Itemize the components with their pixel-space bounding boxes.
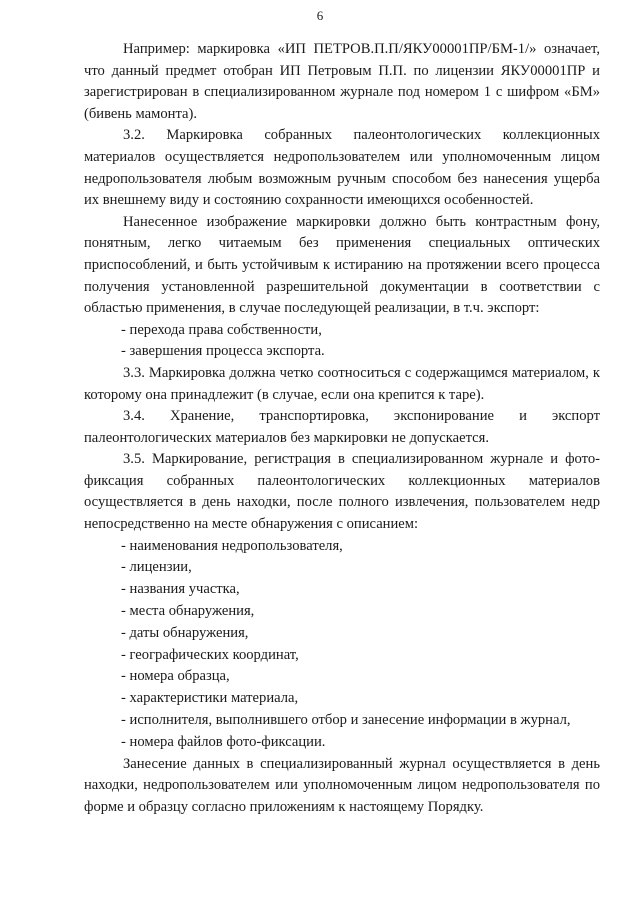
list-item-discovery-date: - даты обнаружения, (121, 624, 249, 641)
list-item-subsoil-user: - наименования недропользователя, (121, 537, 343, 554)
list-item-site-name: - названия участка, (121, 581, 240, 598)
list-item-photo-file-numbers: - номера файлов фото-фиксации. (121, 733, 326, 750)
list-item-export-ownership: - перехода права собственности, (121, 321, 322, 338)
list-item-performer: - исполнителя, выполнившего отбор и занесение информации в журнал, (121, 712, 571, 729)
list-item-license: - лицензии, (121, 559, 192, 576)
list-item-material-characteristics: - характеристики материала, (121, 690, 299, 707)
paragraph-3-3: 3.3. Маркировка должна четко соотноситься с содержащимся материалом, к которому она принадлежит (в случае, если она крепится к таре). (84, 364, 600, 403)
paragraph-3-5: 3.5. Маркирование, регистрация в специализированном журнале и фото-фиксация собранных палеонтологических коллекционных материалов осуществляется в день находки, после полного извлечения, пользователем недр непосредственно на месте обнаружения с описанием: (84, 451, 600, 533)
paragraph-3-4: 3.4. Хранение, транспортировка, экспонирование и экспорт палеонтологических материалов без маркировки не допускается. (84, 408, 600, 446)
paragraph-marking-requirements: Нанесенное изображение маркировки должно быть контрастным фону, понятным, легко читаемым без применения специальных оптических приспособлений, и быть устойчивым к истиранию на протяжении всего процесса получения установленной разрешительной документации в соответствии с областью применения, в случае последующей реализации, в т.ч. экспорт: (84, 213, 600, 317)
page-number: 6 (316, 8, 324, 23)
list-item-export-completion: - завершения процесса экспорта. (121, 343, 325, 360)
paragraph-marking-example: Например: маркировка «ИП ПЕТРОВ.П.П/ЯКУ00001ПР/БМ-1/» означает, что данный предмет отобран ИП Петровым П.П. по лицензии ЯКУ00001ПР и зарегистрирован в специализированном журнале под номером 1 с шифром «БМ» (бивень мамонта). (84, 41, 600, 122)
document-body (84, 39, 600, 818)
list-item-discovery-place: - места обнаружения, (121, 603, 255, 620)
paragraph-journal-entry: Занесение данных в специализированный журнал осуществляется в день находки, недропользователем или уполномоченным лицом недропользователя по форме и образцу согласно приложениям к настоящему Порядку. (84, 755, 600, 815)
list-item-coordinates: - географических координат, (121, 646, 299, 663)
list-item-sample-number: - номера образца, (121, 668, 230, 685)
paragraph-3-2: 3.2. Маркировка собранных палеонтологических коллекционных материалов осуществляется недропользователем или уполномоченным лицом недропользователя любым возможным ручным способом без нанесения ущерба их внешнему виду и состоянию сохранности имеющихся особенностей. (84, 127, 600, 209)
